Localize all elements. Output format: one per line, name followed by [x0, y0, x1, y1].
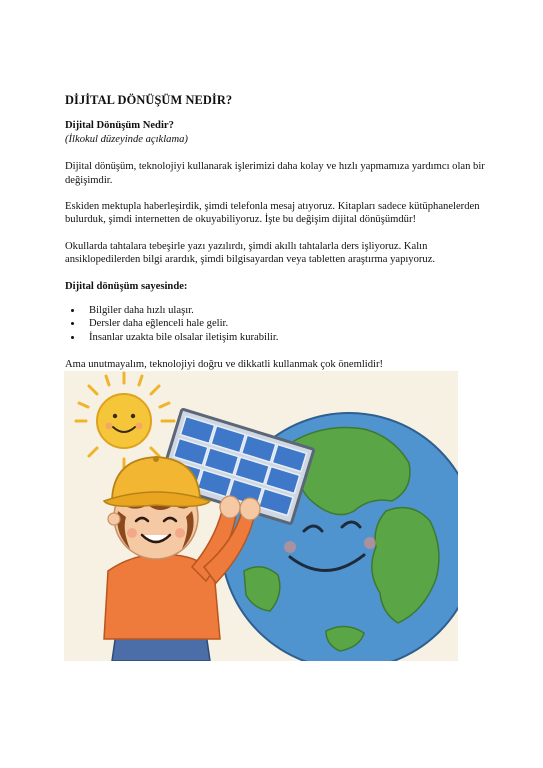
benefits-heading: Dijital dönüşüm sayesinde:: [65, 280, 188, 292]
document-body: [65, 94, 485, 385]
document-title: DİJİTAL DÖNÜŞÜM NEDİR?: [65, 93, 233, 107]
paragraph-examples-school: Okullarda tahtalara tebeşirle yazı yazılırdı, şimdi akıllı tahtalarla ders işliyoruz. Kalın ansiklopedilerden bilgi arardık, şimdi bilgisayardan veya tabletten araştırma yapıyoruz.: [65, 240, 436, 266]
closing-sentence: Ama unutmayalım, teknolojiyi doğru ve dikkatli kullanmak çok önemlidir!: [65, 359, 384, 371]
illustration: [64, 371, 458, 661]
section-caption: (İlkokul düzeyinde açıklama): [65, 133, 188, 145]
paragraph-examples-communication: Eskiden mektupla haberleşirdik, şimdi telefonla mesaj atıyoruz. Kitapları sadece kütüphanelerden bulurduk, şimdi internetten de okuyabiliyoruz. İşte bu değişim dijital dönüşümdür!: [65, 201, 480, 226]
sun-icon: [76, 373, 174, 469]
benefits-list: [65, 304, 485, 344]
list-item: • İnsanlar uzakta bile olsalar iletişim kurabilir.: [83, 331, 485, 344]
list-item: • Dersler daha eğlenceli hale gelir.: [83, 317, 485, 330]
section-title: Dijital Dönüşüm Nedir?: [65, 120, 174, 132]
paragraph-definition: Dijital dönüşüm, teknolojiyi kullanarak işlerimizi daha kolay ve hızlı yapmamıza yardımcı olan bir değişimdir.: [65, 161, 485, 186]
list-item: • Bilgiler daha hızlı ulaşır.: [83, 304, 485, 317]
